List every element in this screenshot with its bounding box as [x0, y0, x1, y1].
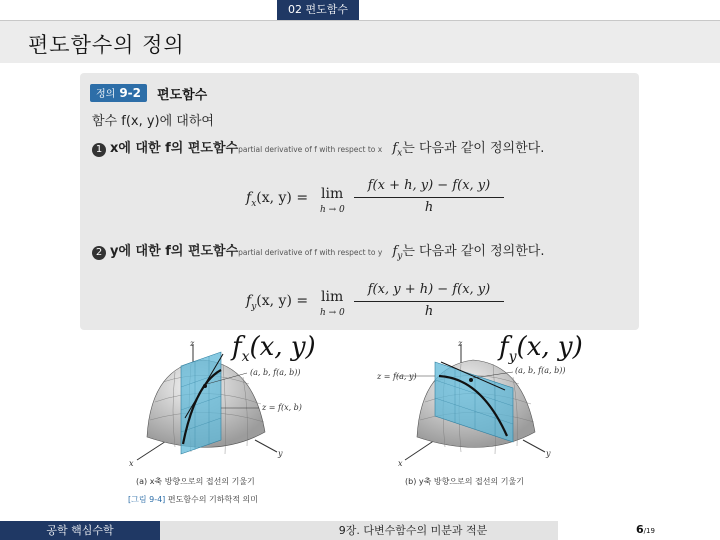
- formula-1-f: f: [246, 190, 252, 206]
- figure-b-label-f: f: [499, 332, 509, 362]
- figure-b-point-label: (a, b, f(a, b)): [515, 366, 566, 375]
- footer-chapter: 9장. 다변수함수의 미분과 적분: [338, 524, 488, 537]
- formula-2-lim: lim: [321, 289, 344, 305]
- item-1-tail: 는 다음과 같이 정의한다.: [402, 141, 545, 156]
- figure-a-point: [203, 384, 207, 388]
- slide-title: 편도함수의 정의: [28, 33, 185, 57]
- figure-b-point: [469, 378, 473, 382]
- figure-a-label: [232, 332, 316, 365]
- item-2-symbol-sub: y: [397, 251, 403, 262]
- formula-1-lim-sub: h → 0: [320, 205, 345, 215]
- figure-a-caption: (a) x축 방향으로의 접선의 기울기: [136, 477, 255, 486]
- formula-2-lhs: [246, 293, 308, 312]
- formula-1-denominator: h: [424, 200, 434, 215]
- figure-b-z-label: z: [458, 339, 463, 348]
- figure-a-label-sub: x: [241, 349, 250, 366]
- figure-caption: [128, 494, 258, 505]
- figure-a-label-f: f: [232, 332, 242, 362]
- definition-intro: 함수 f(x, y)에 대하여: [92, 114, 214, 129]
- formula-1-lim: lim: [321, 186, 344, 202]
- definition-item-1: [92, 137, 544, 159]
- formula-2-sub: y: [251, 301, 257, 312]
- figure-b-y-label: y: [546, 449, 551, 458]
- figure-b-caption: (b) y축 방향으로의 접선의 기울기: [405, 477, 524, 486]
- figure-a-label-args: (x, y): [249, 332, 316, 362]
- formula-2-denominator: h: [424, 304, 434, 319]
- item-1-english: partial derivative of f with respect to x: [238, 145, 383, 154]
- figure-caption-text: 편도함수의 기하학적 의미: [167, 495, 258, 504]
- page-total: /19: [643, 527, 655, 535]
- item-2-english: partial derivative of f with respect to y: [238, 248, 383, 257]
- figure-caption-ref: [그림 9-4]: [128, 495, 166, 504]
- formula-2-lim-sub: h → 0: [320, 308, 345, 318]
- figure-a-y-axis: [255, 440, 277, 452]
- figure-b-x-label: x: [398, 459, 403, 468]
- item-1-number: 1: [92, 143, 106, 157]
- formula-2-bar: [354, 301, 504, 302]
- item-2-symbol: f: [392, 244, 398, 259]
- item-1-text: x에 대한 f의 편도함수: [110, 141, 239, 156]
- badge-prefix: 정의: [96, 89, 116, 100]
- page-current: 6: [636, 523, 644, 536]
- item-2-number: 2: [92, 246, 106, 260]
- formula-1-numerator: f(x + h, y) − f(x, y): [367, 178, 491, 193]
- figure-a-surface-label: z = f(x, b): [262, 403, 302, 412]
- definition-badge: [90, 84, 147, 102]
- item-2-tail: 는 다음과 같이 정의한다.: [402, 244, 545, 259]
- figure-a-x-label: x: [129, 459, 134, 468]
- figure-b-y-axis: [523, 440, 545, 452]
- figure-b-label-sub: y: [508, 349, 517, 366]
- formula-2-f: f: [246, 293, 252, 309]
- section-tab: 02 편도함수: [277, 0, 359, 20]
- figure-b-label: [499, 332, 583, 365]
- definition-heading: 편도함수: [157, 88, 208, 103]
- formula-1-args: (x, y) =: [256, 190, 309, 206]
- formula-2-numerator: f(x, y + h) − f(x, y): [367, 282, 491, 297]
- footer-course: 공학 핵심수학: [0, 521, 160, 540]
- formula-1-bar: [354, 197, 504, 198]
- figure-b-surface-label: z = f(a, y): [377, 372, 417, 381]
- figure-a-point-label: (a, b, f(a, b)): [250, 368, 301, 377]
- figure-a-y-label: y: [278, 449, 283, 458]
- figure-a-z-label: z: [190, 339, 195, 348]
- formula-1-sub: x: [251, 198, 257, 209]
- item-1-symbol-sub: x: [397, 148, 403, 159]
- badge-number: 9-2: [119, 86, 142, 100]
- formula-1-lhs: [246, 190, 308, 209]
- definition-item-2: [92, 240, 544, 262]
- page-number: [636, 523, 655, 536]
- figure-b-label-args: (x, y): [516, 332, 583, 362]
- item-1-symbol: f: [392, 141, 398, 156]
- item-2-text: y에 대한 f의 편도함수: [110, 244, 239, 259]
- formula-2-args: (x, y) =: [256, 293, 309, 309]
